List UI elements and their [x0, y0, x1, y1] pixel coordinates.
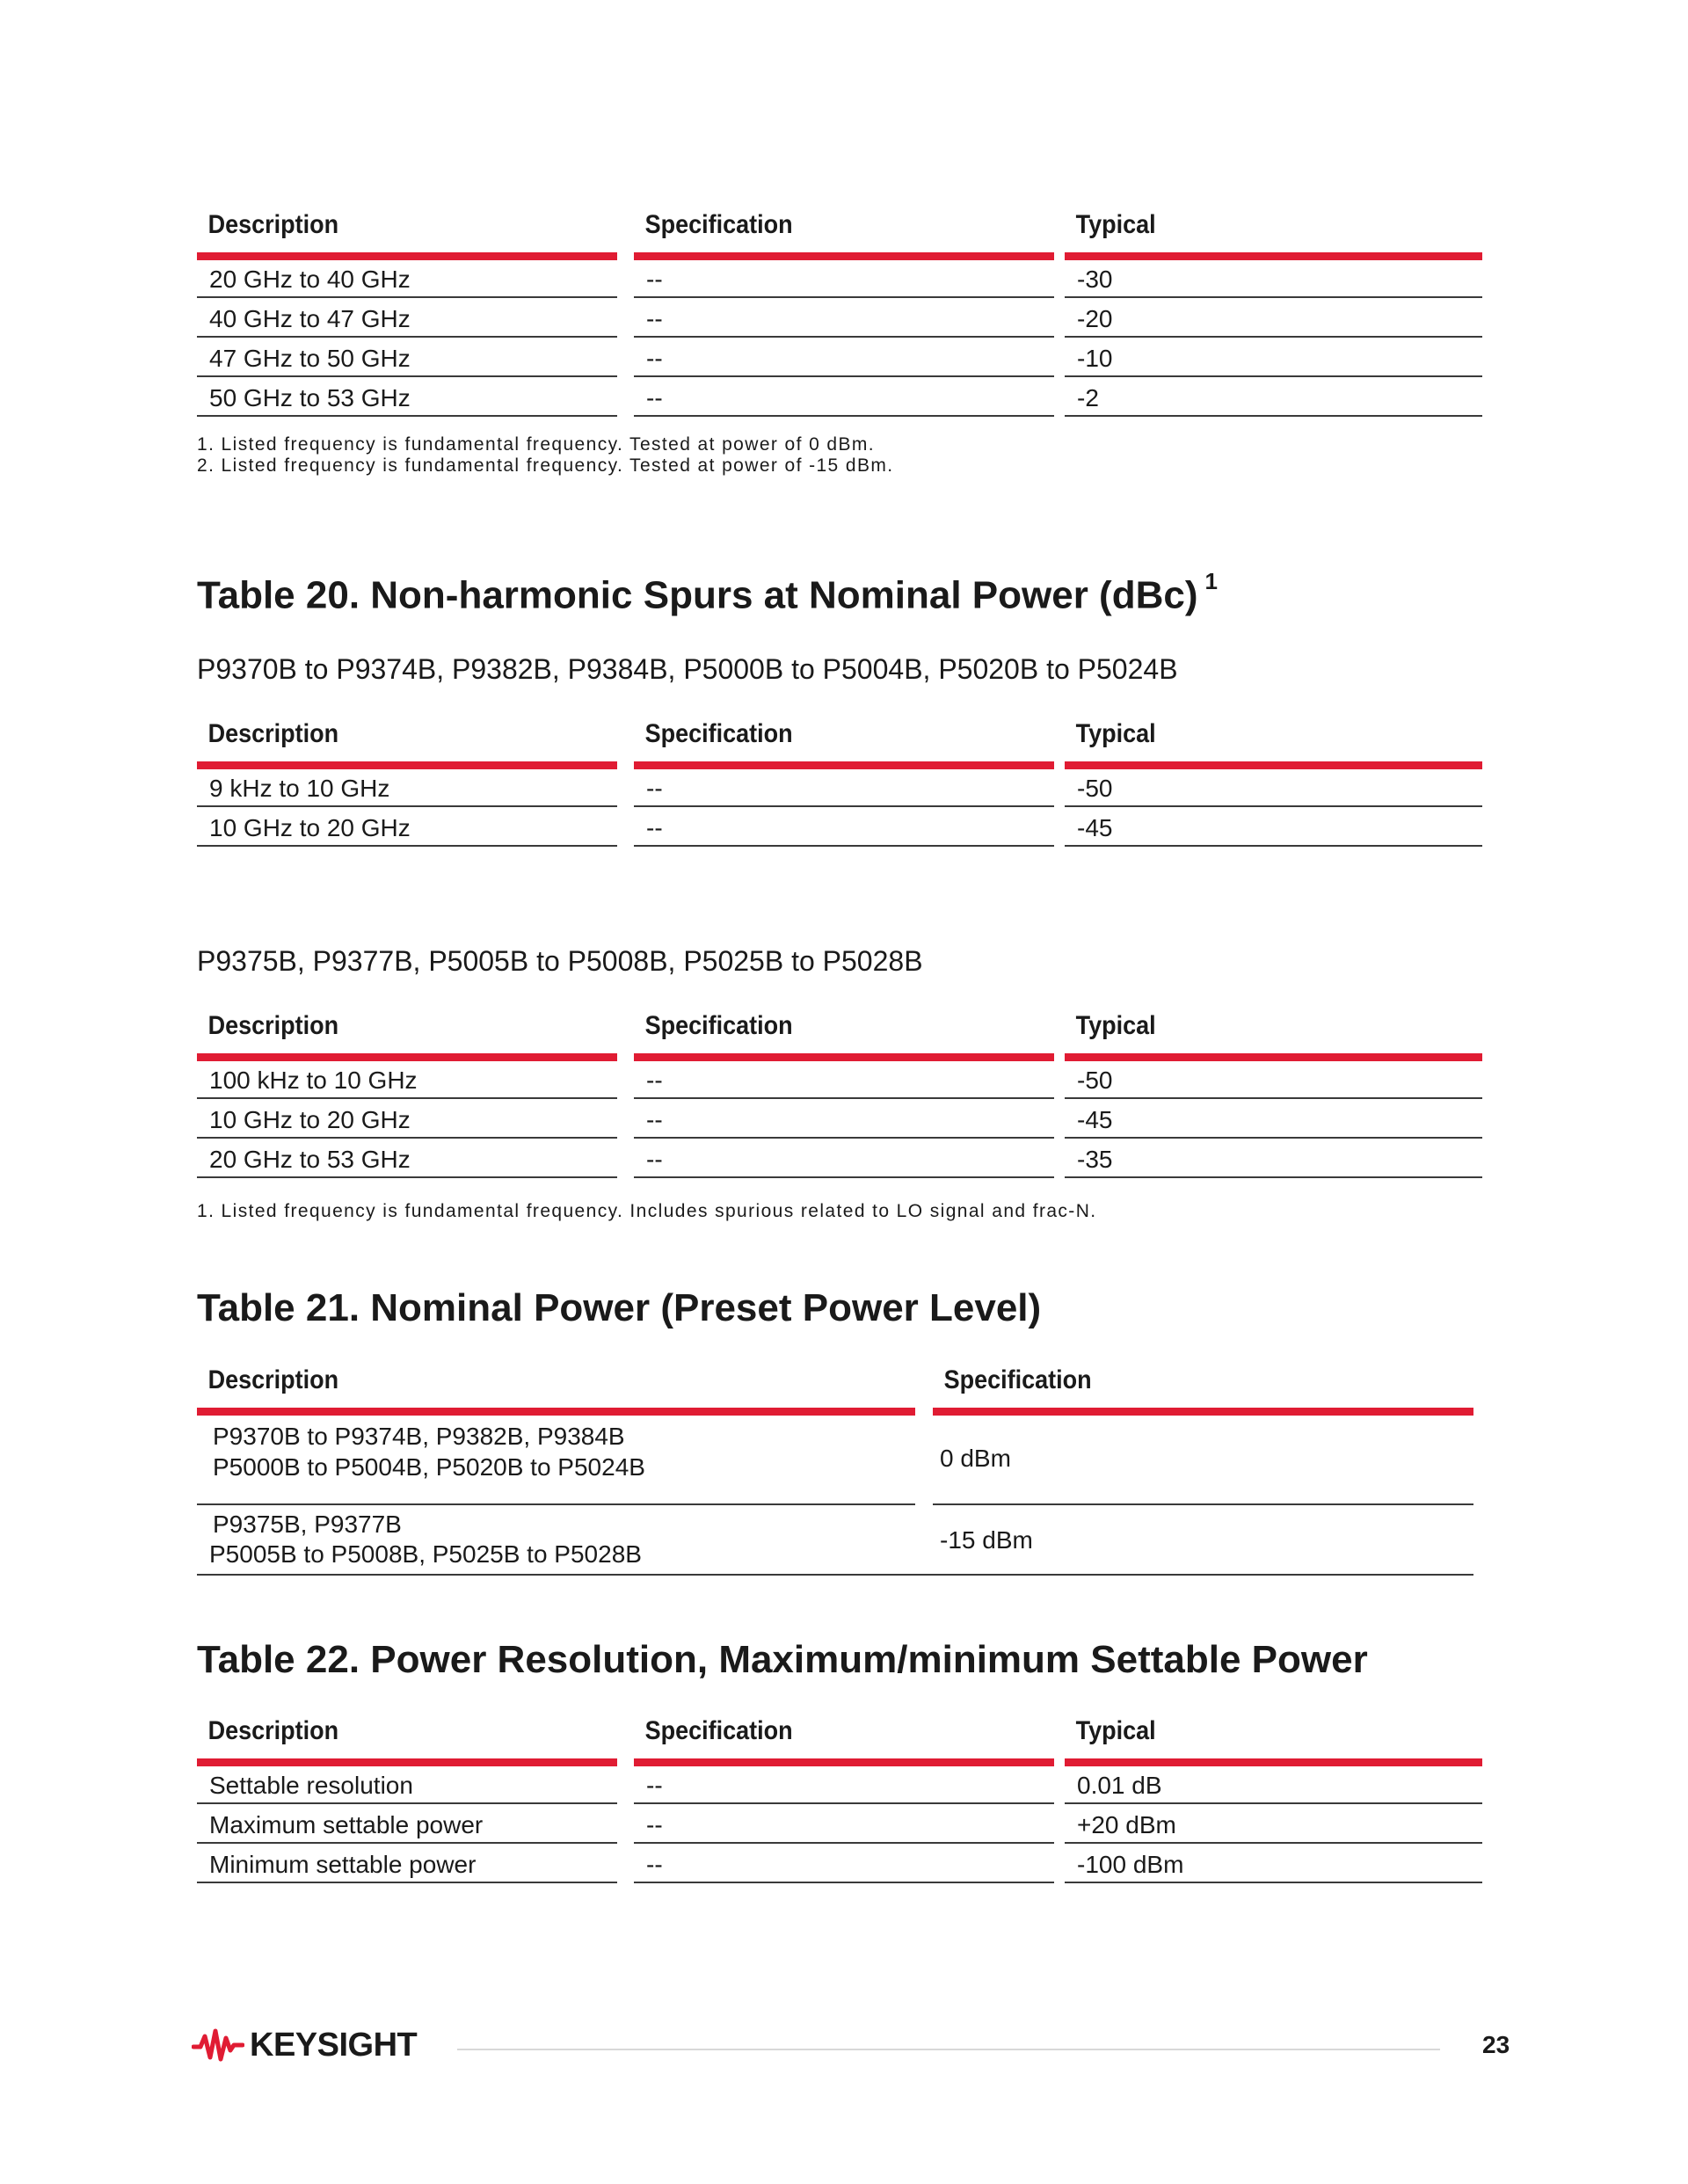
cell-description: 20 GHz to 40 GHz [197, 260, 617, 298]
header-rule [634, 761, 1054, 769]
table-header [197, 1005, 1482, 1061]
cell-typical: +20 dBm [1065, 1806, 1482, 1844]
table-row [197, 300, 1482, 339]
header-rule [1065, 761, 1482, 769]
description-line-1: P9370B to P9374B, P9382B, P9384B [213, 1423, 625, 1450]
header-rule [197, 1053, 617, 1061]
table-header [197, 1710, 1482, 1766]
header-rule [634, 252, 1054, 260]
table-row [197, 1806, 1482, 1845]
cell-description: 10 GHz to 20 GHz [197, 1101, 617, 1139]
table-20-group-b-models: P9375B, P9377B, P5005B to P5008B, P5025B to P5028B [197, 945, 923, 977]
cell-typical: -50 [1065, 769, 1482, 807]
table-20-group-a-models: P9370B to P9374B, P9382B, P9384B, P5000B to P5004B, P5020B to P5024B [197, 653, 1178, 685]
table-row [197, 809, 1482, 848]
table-20-footnote-ref: 1 [1204, 568, 1218, 594]
table-header [197, 1359, 1473, 1416]
cell-description [197, 1416, 915, 1505]
cell-description [197, 1505, 1473, 1576]
table-row [197, 1140, 1482, 1180]
footnote-2: 2. Listed frequency is fundamental frequency. Tested at power of -15 dBm. [197, 455, 894, 476]
header-description: Description [207, 1365, 339, 1394]
header-rule [1065, 1053, 1482, 1061]
header-description: Description [207, 1716, 339, 1745]
table-header [197, 713, 1482, 769]
header-rule [197, 1408, 915, 1416]
cell-specification: -- [634, 1766, 1054, 1804]
cell-specification: -- [634, 339, 1054, 377]
specification-value: 0 dBm [940, 1445, 1011, 1472]
header-typical: Typical [1075, 210, 1156, 239]
cell-specification: -- [634, 379, 1054, 417]
cell-description: Settable resolution [197, 1766, 617, 1804]
header-specification: Specification [943, 1365, 1092, 1394]
cell-description: 100 kHz to 10 GHz [197, 1061, 617, 1099]
header-specification: Specification [644, 719, 793, 748]
header-description: Description [207, 1011, 339, 1040]
cell-specification: -- [634, 1845, 1054, 1883]
cell-specification: -- [634, 300, 1054, 338]
table-row [197, 339, 1482, 379]
header-specification: Specification [644, 1011, 793, 1040]
table-22-title: Table 22. Power Resolution, Maximum/minimum Settable Power [197, 1638, 1368, 1681]
table-22 [197, 1710, 1482, 1885]
footnote-1: 1. Listed frequency is fundamental frequency. Includes spurious related to LO signal and frac-N. [197, 1201, 1097, 1221]
keysight-wave-icon [192, 2026, 244, 2064]
header-typical: Typical [1075, 1716, 1156, 1745]
header-rule [933, 1408, 1473, 1416]
description-line-2: P5005B to P5008B, P5025B to P5028B [209, 1540, 642, 1568]
table-19-continued [197, 204, 1482, 419]
table-row [197, 260, 1482, 300]
table-row [197, 1845, 1482, 1885]
cell-typical: -20 [1065, 300, 1482, 338]
cell-specification [933, 1416, 1473, 1505]
header-rule [634, 1758, 1054, 1766]
header-rule [1065, 1758, 1482, 1766]
header-rule [197, 1758, 617, 1766]
table-row [197, 379, 1482, 419]
cell-specification: -- [634, 1061, 1054, 1099]
table-20-group-a [197, 713, 1482, 848]
cell-typical: -100 dBm [1065, 1845, 1482, 1883]
logo-wordmark: KEYSIGHT [250, 2026, 418, 2064]
header-specification: Specification [644, 210, 793, 239]
table-21 [197, 1359, 1473, 1568]
table-21-title: Table 21. Nominal Power (Preset Power Level) [197, 1286, 1042, 1329]
header-specification: Specification [644, 1716, 793, 1745]
description-line-2: P5000B to P5004B, P5020B to P5024B [213, 1453, 645, 1481]
table-row [197, 1766, 1482, 1806]
header-typical: Typical [1075, 1011, 1156, 1040]
cell-typical: -35 [1065, 1140, 1482, 1178]
cell-typical: 0.01 dB [1065, 1766, 1482, 1804]
page-number: 23 [1482, 2031, 1510, 2058]
specification-value: -15 dBm [940, 1526, 1033, 1554]
table-row [197, 769, 1482, 809]
cell-description: 40 GHz to 47 GHz [197, 300, 617, 338]
cell-typical: -30 [1065, 260, 1482, 298]
cell-specification: -- [634, 1140, 1054, 1178]
table-header [197, 204, 1482, 260]
header-rule [1065, 252, 1482, 260]
keysight-logo [192, 2022, 417, 2068]
cell-specification: -- [634, 1101, 1054, 1139]
cell-typical: -10 [1065, 339, 1482, 377]
cell-typical: -45 [1065, 809, 1482, 847]
cell-description: 10 GHz to 20 GHz [197, 809, 617, 847]
cell-specification: -- [634, 260, 1054, 298]
cell-description: 50 GHz to 53 GHz [197, 379, 617, 417]
header-typical: Typical [1075, 719, 1156, 748]
cell-typical: -2 [1065, 379, 1482, 417]
footer-divider [457, 2049, 1440, 2050]
cell-specification: -- [634, 1806, 1054, 1844]
cell-typical: -50 [1065, 1061, 1482, 1099]
table-row [197, 1101, 1482, 1140]
table-20-group-b [197, 1005, 1482, 1180]
cell-description: Maximum settable power [197, 1806, 617, 1844]
header-description: Description [207, 719, 339, 748]
table-20-title-text: Table 20. Non-harmonic Spurs at Nominal Power (dBc) [197, 573, 1198, 617]
header-description: Description [207, 210, 339, 239]
table-20-title [197, 568, 1218, 618]
header-rule [197, 252, 617, 260]
cell-description: Minimum settable power [197, 1845, 617, 1883]
cell-specification: -- [634, 769, 1054, 807]
footnote-1: 1. Listed frequency is fundamental frequency. Tested at power of 0 dBm. [197, 434, 876, 455]
header-rule [197, 761, 617, 769]
cell-typical: -45 [1065, 1101, 1482, 1139]
cell-description: 47 GHz to 50 GHz [197, 339, 617, 377]
cell-description: 9 kHz to 10 GHz [197, 769, 617, 807]
description-line-1: P9375B, P9377B [213, 1511, 402, 1538]
cell-description: 20 GHz to 53 GHz [197, 1140, 617, 1178]
header-rule [634, 1053, 1054, 1061]
cell-specification: -- [634, 809, 1054, 847]
table-row [197, 1061, 1482, 1101]
